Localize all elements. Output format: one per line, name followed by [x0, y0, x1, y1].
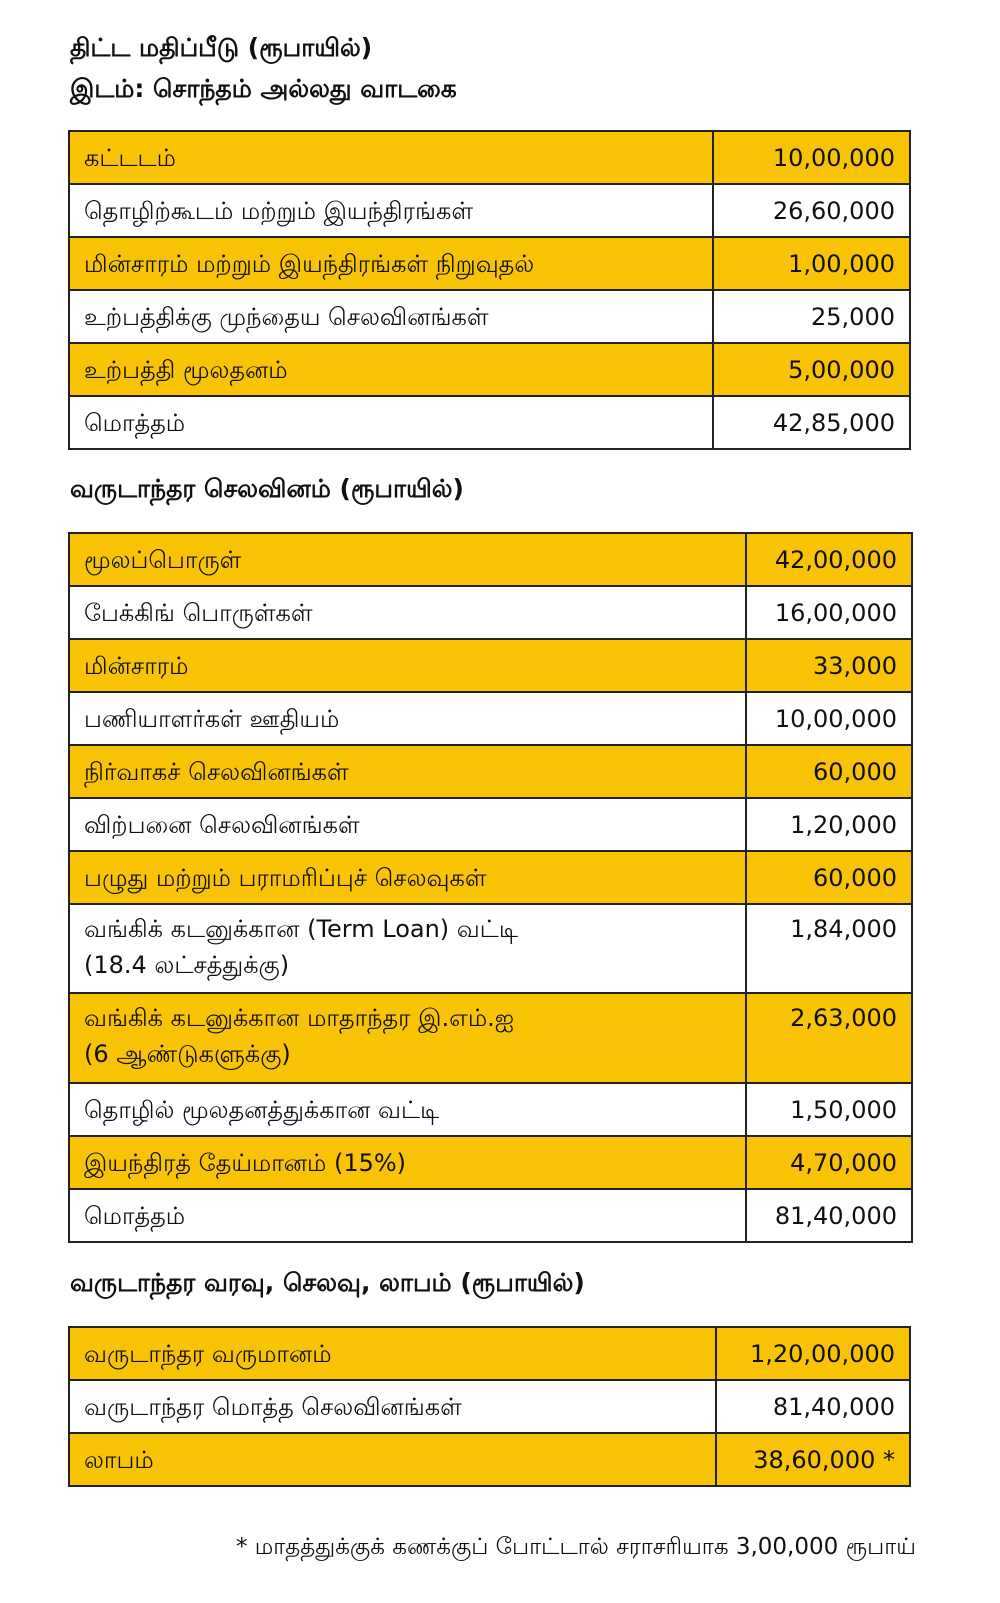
row-value: 60,000: [746, 851, 912, 904]
row-label: மொத்தம்: [69, 1189, 746, 1242]
row-label: மொத்தம்: [69, 396, 713, 449]
location-subtitle: இடம்: சொந்தம் அல்லது வாடகை: [70, 74, 457, 103]
table-row: [69, 343, 910, 396]
row-label: லாபம்: [69, 1433, 716, 1486]
row-label: பேக்கிங் பொருள்கள்: [69, 586, 746, 639]
table-row: [69, 237, 910, 290]
row-label: வருடாந்தர மொத்த செலவினங்கள்: [69, 1380, 716, 1433]
table-row: [69, 639, 912, 692]
row-value: 1,00,000: [713, 237, 910, 290]
row-label: தொழில் மூலதனத்துக்கான வட்டி: [69, 1083, 746, 1136]
row-label: நிர்வாகச் செலவினங்கள்: [69, 745, 746, 798]
table-row: [69, 184, 910, 237]
row-value: 81,40,000: [716, 1380, 910, 1433]
row-label: உற்பத்திக்கு முந்தைய செலவினங்கள்: [69, 290, 713, 343]
profit-row: [69, 1433, 910, 1486]
row-value: 38,60,000 *: [716, 1433, 910, 1486]
row-label: கட்டடம்: [69, 131, 713, 184]
footnote: * மாதத்துக்குக் கணக்குப் போட்டால் சராசரியாக 3,00,000 ரூபாய்: [235, 1534, 916, 1560]
row-value: 60,000: [746, 745, 912, 798]
row-value: 26,60,000: [713, 184, 910, 237]
table-row: [69, 904, 912, 993]
table-row: [69, 1083, 912, 1136]
annual-expense-title: வருடாந்தர செலவினம் (ரூபாயில்): [70, 474, 464, 503]
row-label: இயந்திரத் தேய்மானம் (15%): [69, 1136, 746, 1189]
row-value: 1,50,000: [746, 1083, 912, 1136]
row-value: 10,00,000: [713, 131, 910, 184]
row-value: 10,00,000: [746, 692, 912, 745]
row-label-line2: (6 ஆண்டுகளுக்கு): [84, 1040, 291, 1068]
row-value: 5,00,000: [713, 343, 910, 396]
income-profit-table: [68, 1326, 911, 1487]
table-row: [69, 533, 912, 586]
row-value: 1,84,000: [746, 904, 912, 993]
row-value: 81,40,000: [746, 1189, 912, 1242]
table-row: [69, 993, 912, 1083]
row-value: 16,00,000: [746, 586, 912, 639]
project-estimate-title: திட்ட மதிப்பீடு (ரூபாயில்): [70, 33, 373, 62]
row-label: மூலப்பொருள்: [69, 533, 746, 586]
row-label: பணியாளர்கள் ஊதியம்: [69, 692, 746, 745]
row-value: 33,000: [746, 639, 912, 692]
row-value: 1,20,00,000: [716, 1327, 910, 1380]
table-row: [69, 745, 912, 798]
row-value: 4,70,000: [746, 1136, 912, 1189]
row-label: உற்பத்தி மூலதனம்: [69, 343, 713, 396]
row-label: [69, 904, 746, 993]
row-label: மின்சாரம் மற்றும் இயந்திரங்கள் நிறுவுதல்: [69, 237, 713, 290]
row-value: 1,20,000: [746, 798, 912, 851]
annual-expense-table: [68, 532, 913, 1243]
table-row: [69, 586, 912, 639]
table-row: [69, 851, 912, 904]
row-value: 42,85,000: [713, 396, 910, 449]
total-row: [69, 1189, 912, 1242]
table-row: [69, 692, 912, 745]
row-value: 25,000: [713, 290, 910, 343]
row-label: [69, 993, 746, 1083]
row-label: மின்சாரம்: [69, 639, 746, 692]
row-value: 2,63,000: [746, 993, 912, 1083]
total-row: [69, 396, 910, 449]
table-row: [69, 798, 912, 851]
table-row: [69, 1380, 910, 1433]
table-row: [69, 290, 910, 343]
row-label: தொழிற்கூடம் மற்றும் இயந்திரங்கள்: [69, 184, 713, 237]
row-label: விற்பனை செலவினங்கள்: [69, 798, 746, 851]
row-label: பழுது மற்றும் பராமரிப்புச் செலவுகள்: [69, 851, 746, 904]
project-estimate-table: [68, 130, 911, 450]
row-label-line1: வங்கிக் கடனுக்கான மாதாந்தர இ.எம்.ஐ: [84, 1004, 515, 1032]
row-label: வருடாந்தர வருமானம்: [69, 1327, 716, 1380]
row-label-line2: (18.4 லட்சத்துக்கு): [84, 951, 290, 979]
income-profit-title: வருடாந்தர வரவு, செலவு, லாபம் (ரூபாயில்): [70, 1268, 585, 1297]
row-value: 42,00,000: [746, 533, 912, 586]
table-row: [69, 1136, 912, 1189]
table-row: [69, 1327, 910, 1380]
row-label-line1: வங்கிக் கடனுக்கான (Term Loan) வட்டி: [84, 915, 518, 943]
table-row: [69, 131, 910, 184]
